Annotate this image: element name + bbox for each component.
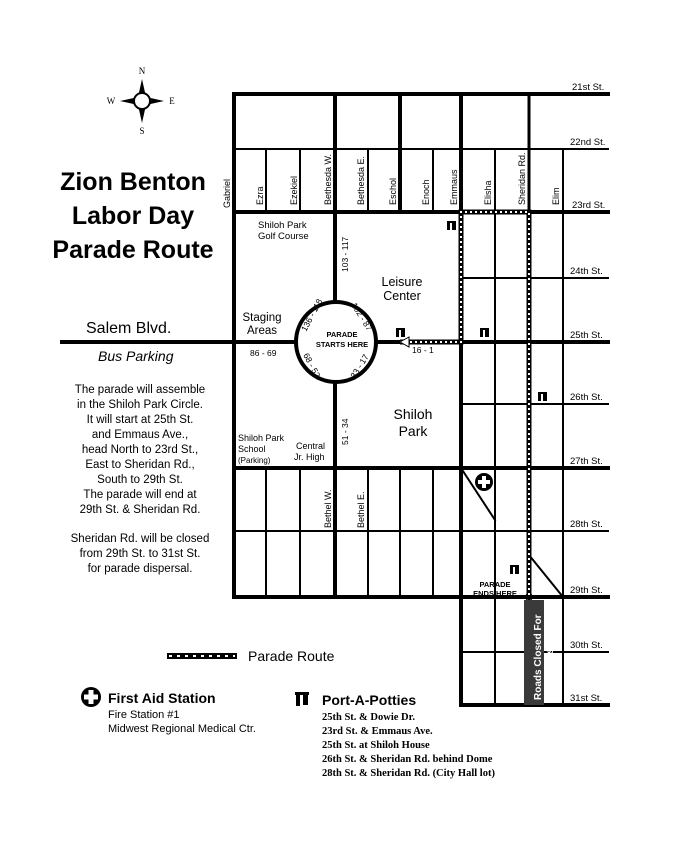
bus-parking-label: Bus Parking (98, 348, 174, 364)
street-22nd: 22nd St. (570, 137, 606, 148)
shiloh-park-label-2: Park (398, 423, 428, 439)
start-arrow-icon (400, 337, 409, 347)
range-86-69: 86 - 69 (250, 348, 277, 358)
street-26th: 26th St. (570, 392, 603, 403)
legend-first-aid-line-1: Fire Station #1 (108, 709, 180, 721)
port-a-potty-icons (393, 221, 547, 574)
compass-s: S (139, 126, 145, 136)
range-68-52: 68 - 52 (301, 351, 323, 380)
description-line: South to 29th St. (97, 474, 183, 486)
street-27th: 27th St. (570, 456, 603, 467)
range-51-34: 51 - 34 (340, 418, 350, 445)
street-29th: 29th St. (570, 585, 603, 596)
description-line: The parade will assemble (74, 384, 206, 396)
school-label-2: School (238, 444, 266, 454)
salem-blvd-label: Salem Blvd. (86, 320, 172, 337)
description-line: East to Sheridan Rd., (85, 459, 195, 471)
street-25th: 25th St. (570, 330, 603, 341)
school-label-1: Shiloh Park (238, 433, 285, 443)
map-title-line-1: Zion Benton (60, 168, 206, 196)
range-33-17: 33 - 17 (348, 352, 371, 381)
street-elim: Elim (551, 187, 561, 205)
description-line: in the Shiloh Park Circle. (77, 399, 203, 411)
legend-route-swatch (167, 653, 237, 659)
street-ezra: Ezra (255, 186, 265, 205)
street-elisha: Elisha (483, 180, 493, 205)
legend-first-aid-icon (81, 687, 101, 707)
shiloh-park-label-1: Shiloh (393, 406, 433, 422)
parade-ends-label-2: ENDS HERE (473, 589, 517, 598)
legend-potty-location: 26th St. & Sheridan Rd. behind Dome (322, 754, 493, 765)
legend-port-a-potty-icon (295, 692, 309, 706)
street-24th: 24th St. (570, 266, 603, 277)
description-line: from 29th St. to 31st St. (79, 548, 201, 560)
legend-route-label: Parade Route (248, 648, 335, 664)
range-16-1: 16 - 1 (412, 345, 434, 355)
port-a-potty-icon (447, 221, 456, 230)
street-bethel-w: Bethel W. (323, 489, 333, 528)
street-23rd: 23rd St. (572, 200, 606, 211)
street-bethel-e: Bethel E. (356, 491, 366, 528)
jr-high-label-2: Jr. High (294, 452, 325, 462)
street-ezekiel: Ezekiel (289, 175, 299, 205)
description-line: head North to 23rd St., (81, 444, 199, 456)
street-gabriel: Gabriel (222, 178, 232, 208)
street-31st: 31st St. (570, 693, 603, 704)
street-bethesda-e: Bethesda E. (356, 155, 366, 205)
legend-potty-location: 23rd St. & Emmaus Ave. (322, 726, 433, 737)
road-diagonal-south (529, 555, 563, 597)
jr-high-label-1: Central (296, 441, 326, 451)
golf-course-label-1: Shiloh Park (258, 220, 307, 231)
legend-first-aid-title: First Aid Station (108, 690, 216, 706)
port-a-potty-icon (510, 565, 519, 574)
map-title-line-2: Labor Day (71, 202, 195, 230)
description-line: 29th St. & Sheridan Rd. (79, 504, 201, 516)
first-aid-icon (475, 473, 493, 491)
legend-potties-title: Port-A-Potties (322, 692, 417, 708)
description-line: and Emmaus Ave., (91, 429, 189, 441)
legend-potty-location: 28th St. & Sheridan Rd. (City Hall lot) (322, 768, 495, 779)
parade-ends-label-1: PARADE (479, 580, 511, 589)
compass-e: E (169, 96, 175, 106)
compass-n: N (138, 66, 146, 76)
port-a-potty-icon (396, 328, 405, 337)
leisure-center-label-2: Center (383, 289, 421, 303)
description-line: It will start at 25th St. (86, 414, 194, 426)
range-102-87: 102 - 87 (349, 300, 375, 333)
port-a-potty-icon (480, 328, 489, 337)
leisure-center-label-1: Leisure (381, 275, 423, 289)
staging-areas-label-1: Staging (242, 312, 282, 324)
street-21st: 21st St. (572, 82, 605, 93)
description-line: for parade dispersal. (87, 563, 193, 575)
parade-starts-label-2: STARTS HERE (315, 340, 369, 349)
description-line: Sheridan Rd. will be closed (70, 533, 210, 545)
street-28th: 28th St. (570, 519, 603, 530)
legend-potty-location: 25th St. at Shiloh House (322, 740, 430, 751)
street-bethesda-w: Bethesda W. (323, 153, 333, 205)
legend-first-aid-line-2: Midwest Regional Medical Ctr. (108, 723, 256, 735)
compass-w: W (106, 96, 116, 106)
range-103-117: 103 - 117 (340, 236, 350, 272)
compass-rose (120, 79, 164, 123)
street-emmaus: Emmaus (449, 169, 459, 205)
end-marker-icon: ✕ (524, 591, 534, 604)
school-label-3: (Parking) (238, 456, 271, 465)
map-title-line-3: Parade Route (52, 236, 214, 264)
roads-closed-label-2: Parade Dispersal (545, 618, 556, 700)
parade-starts-label-1: PARADE (326, 330, 358, 339)
street-30th: 30th St. (570, 640, 603, 651)
street-eschol: Eschol (388, 177, 398, 205)
range-136-118: 136 - 118 (298, 297, 325, 333)
street-enoch: Enoch (421, 179, 431, 205)
roads-closed-label-1: Roads Closed For (533, 614, 544, 700)
port-a-potty-icon (538, 392, 547, 401)
street-sheridan: Sheridan Rd. (517, 152, 527, 205)
golf-course-label-2: Golf Course (258, 231, 309, 242)
description-line: The parade will end at (83, 489, 197, 501)
legend-potty-location: 25th St. & Dowie Dr. (322, 712, 415, 723)
staging-areas-label-2: Areas (246, 325, 278, 337)
